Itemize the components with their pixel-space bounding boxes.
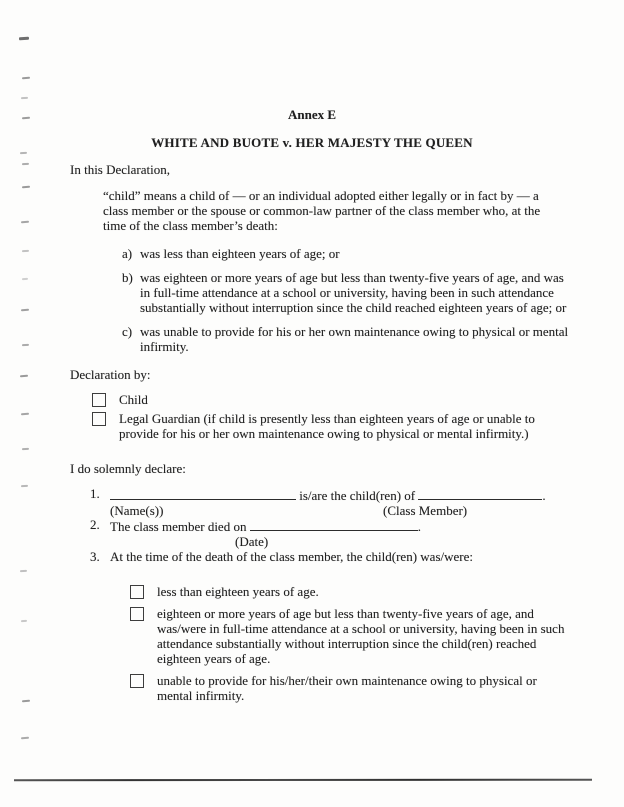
class-member-blank-field[interactable] (418, 486, 542, 500)
checkbox-label: eighteen or more years of age but less than twenty-five years of age, and was/were in full-time attendance at a school or university, having been in such attendance substantially without interruption since the child(ren) reached eighteen years of age. (157, 606, 565, 666)
child-definition-paragraph: “child” means a child of — or an individual adopted either legally or in fact by — a class member or the spouse or common-law partner of the class member who, at the time of the class member’s death: (103, 188, 541, 233)
item-marker: b) (122, 270, 133, 285)
legal-guardian-checkbox[interactable] (92, 412, 106, 426)
item-number: 1. (90, 486, 100, 501)
child-checkbox[interactable] (92, 393, 106, 407)
page-edge-scan-line (14, 779, 592, 782)
unable-to-provide-checkbox[interactable] (130, 674, 144, 688)
definition-item-b (122, 270, 570, 315)
item-2-caption (90, 534, 570, 549)
definition-item-a (122, 246, 570, 261)
item2-text: The class member died on (110, 519, 247, 534)
names-blank-field[interactable] (110, 486, 296, 500)
period: . (417, 519, 421, 534)
declaration-item-1 (90, 486, 570, 503)
declaration-by-label: Declaration by: (70, 367, 151, 382)
solemnly-declare-label: I do solemnly declare: (70, 461, 186, 476)
item-1-captions (90, 503, 570, 517)
item3-text: At the time of the death of the class member, the child(ren) was/were: (110, 549, 473, 564)
item-number: 2. (90, 517, 100, 532)
less-than-eighteen-checkbox[interactable] (130, 585, 144, 599)
item-text: was unable to provide for his or her own maintenance owing to physical or mental infirmity. (140, 324, 569, 354)
checkbox-label: unable to provide for his/her/their own maintenance owing to physical or mental infirmity. (157, 673, 537, 703)
eighteen-or-more-checkbox[interactable] (130, 607, 144, 621)
date-blank-field[interactable] (250, 517, 418, 531)
checkbox-label: less than eighteen years of age. (157, 584, 319, 599)
checkbox-label: Child (119, 392, 148, 407)
declaration-item-3 (90, 549, 570, 564)
checkbox-label: Legal Guardian (if child is presently less than eighteen years of age or unable to provide for his or her own maintenance owing to physical or mental infirmity.) (119, 411, 535, 441)
item-text: was eighteen or more years of age but less than twenty-five years of age, and was in full-time attendance at a school or university, having been in such attendance substantially without interruption since the child reached eighteen years of age; or (140, 270, 567, 315)
option-less-than-eighteen (130, 584, 570, 599)
item-3-options (70, 584, 570, 703)
declaration-item-2 (90, 517, 570, 534)
definition-item-c (122, 324, 570, 354)
item-number: 3. (90, 549, 100, 564)
item-marker: c) (122, 324, 133, 339)
intro-line: In this Declaration, (70, 162, 170, 177)
declarant-option-child (92, 392, 570, 407)
case-title: WHITE AND BUOTE v. HER MAJESTY THE QUEEN (151, 135, 473, 150)
option-unable-to-provide (130, 673, 570, 703)
item-marker: a) (122, 246, 133, 261)
document-content (70, 107, 570, 710)
item1-middle-text: is/are the child(ren) of (299, 488, 416, 503)
item-text: was less than eighteen years of age; or (140, 246, 340, 261)
annex-heading: Annex E (287, 107, 337, 122)
option-eighteen-or-more (130, 606, 570, 666)
period: . (542, 488, 546, 503)
class-member-caption: (Class Member) (383, 503, 468, 518)
declarant-option-legal-guardian (92, 411, 570, 441)
names-caption: (Name(s)) (110, 503, 164, 518)
date-caption: (Date) (235, 534, 269, 549)
